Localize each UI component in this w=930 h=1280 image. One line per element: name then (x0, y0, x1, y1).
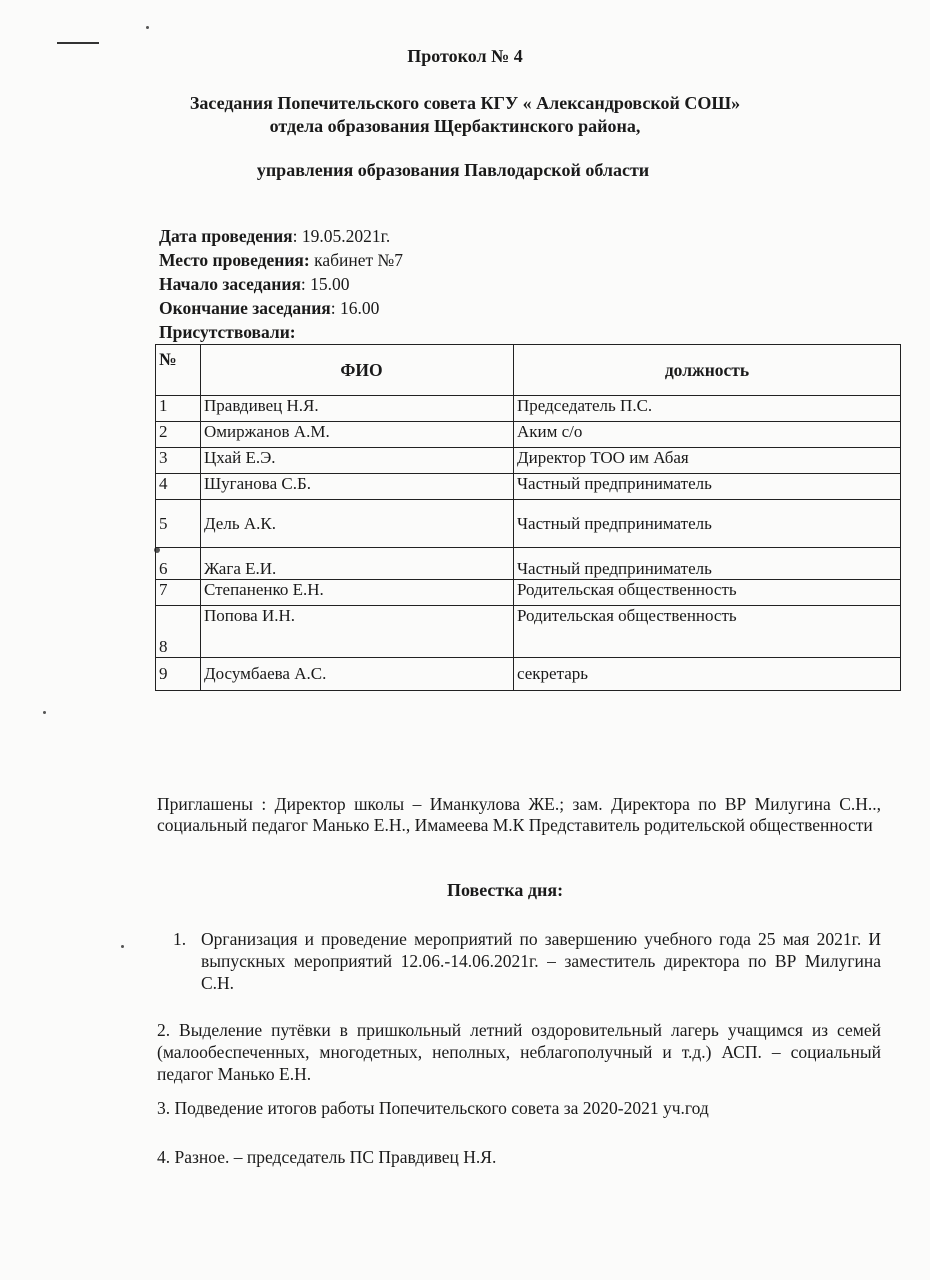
table-row (156, 422, 901, 448)
row-name: Шуганова С.Б. (201, 474, 514, 500)
meeting-place (159, 250, 403, 271)
row-position: Частный предприниматель (514, 548, 901, 580)
row-number: 1 (156, 396, 201, 422)
row-position: Директор ТОО им Абая (514, 448, 901, 474)
meeting-end (159, 298, 379, 319)
table-header-row (156, 345, 901, 396)
table-row (156, 500, 901, 548)
protocol-title: Протокол № 4 (407, 46, 523, 66)
scan-speck (43, 711, 46, 714)
row-position: Родительская общественность (514, 606, 901, 658)
column-header-number: № (156, 345, 201, 396)
meeting-date-value: : 19.05.2021г. (292, 226, 391, 246)
agenda-item: 3. Подведение итогов работы Попечительского совета за 2020-2021 уч.год (157, 1098, 709, 1118)
row-name: Степаненко Е.Н. (201, 580, 514, 606)
row-number: 4 (156, 474, 201, 500)
agenda-item-number: 1. (173, 929, 187, 949)
row-position: Частный предприниматель (514, 500, 901, 548)
row-name: Цхай Е.Э. (201, 448, 514, 474)
meeting-header-line3: управления образования Павлодарской области (256, 160, 650, 180)
row-number: 5 (156, 500, 201, 548)
meeting-end-label: Окончание заседания (159, 298, 331, 318)
row-position: секретарь (514, 658, 901, 691)
meeting-date (159, 226, 390, 247)
row-position: Аким с/о (514, 422, 901, 448)
column-header-position: должность (514, 345, 901, 396)
attendees-table (155, 344, 901, 691)
invited-paragraph: Приглашены : Директор школы – Иманкулова ЖЕ.; зам. Директора по ВР Милугина С.Н.., социальный педагог Манько Е.Н., Имамеева М.К Представитель родительской общественности (157, 794, 881, 835)
meeting-header-line2: отдела образования Щербактинского района, (269, 116, 641, 136)
table-row (156, 548, 901, 580)
row-name: Омиржанов А.М. (201, 422, 514, 448)
meeting-place-label: Место проведения: (159, 250, 310, 270)
row-number: 7 (156, 580, 201, 606)
column-header-name: ФИО (201, 345, 514, 396)
table-row (156, 658, 901, 691)
meeting-header-line1: Заседания Попечительского совета КГУ « Александровской СОШ» (189, 93, 741, 113)
row-number: 2 (156, 422, 201, 448)
present-heading: Присутствовали: (159, 322, 296, 342)
meeting-start-value: : 15.00 (300, 274, 350, 294)
scan-speck (121, 945, 124, 948)
row-name: Попова И.Н. (201, 606, 514, 658)
table-row (156, 396, 901, 422)
row-name: Дель А.К. (201, 500, 514, 548)
row-name: Досумбаева А.С. (201, 658, 514, 691)
meeting-start-label: Начало заседания (159, 274, 301, 294)
meeting-date-label: Дата проведения (159, 226, 293, 246)
row-position: Частный предприниматель (514, 474, 901, 500)
row-number: 6 (156, 548, 201, 580)
meeting-end-value: : 16.00 (330, 298, 380, 318)
row-number: 9 (156, 658, 201, 691)
meeting-place-value: кабинет №7 (309, 250, 403, 270)
meeting-start (159, 274, 350, 295)
table-row (156, 580, 901, 606)
row-position: Родительская общественность (514, 580, 901, 606)
margin-dash-mark (57, 42, 99, 44)
agenda-item (173, 928, 881, 994)
row-number: 8 (156, 606, 201, 658)
row-name: Жага Е.И. (201, 548, 514, 580)
row-position: Председатель П.С. (514, 396, 901, 422)
table-row (156, 474, 901, 500)
agenda-item: 2. Выделение путёвки в пришкольный летний оздоровительный лагерь учащимся из семей (малообеспеченных, многодетных, неполных, неблагополучный и т.д.) АСП. – социальный педагог Манько Е.Н. (157, 1020, 881, 1084)
scan-speck (146, 26, 149, 29)
agenda-title: Повестка дня: (446, 880, 564, 900)
agenda-item: 4. Разное. – председатель ПС Правдивец Н.Я. (157, 1147, 497, 1167)
table-row (156, 606, 901, 658)
row-name: Правдивец Н.Я. (201, 396, 514, 422)
row-number: 3 (156, 448, 201, 474)
table-row (156, 448, 901, 474)
agenda-item-text: Организация и проведение мероприятий по завершению учебного года 25 мая 2021г. И выпускных мероприятий 12.06.-14.06.2021г. – заместитель директора по ВР Милугина С.Н. (201, 929, 881, 993)
